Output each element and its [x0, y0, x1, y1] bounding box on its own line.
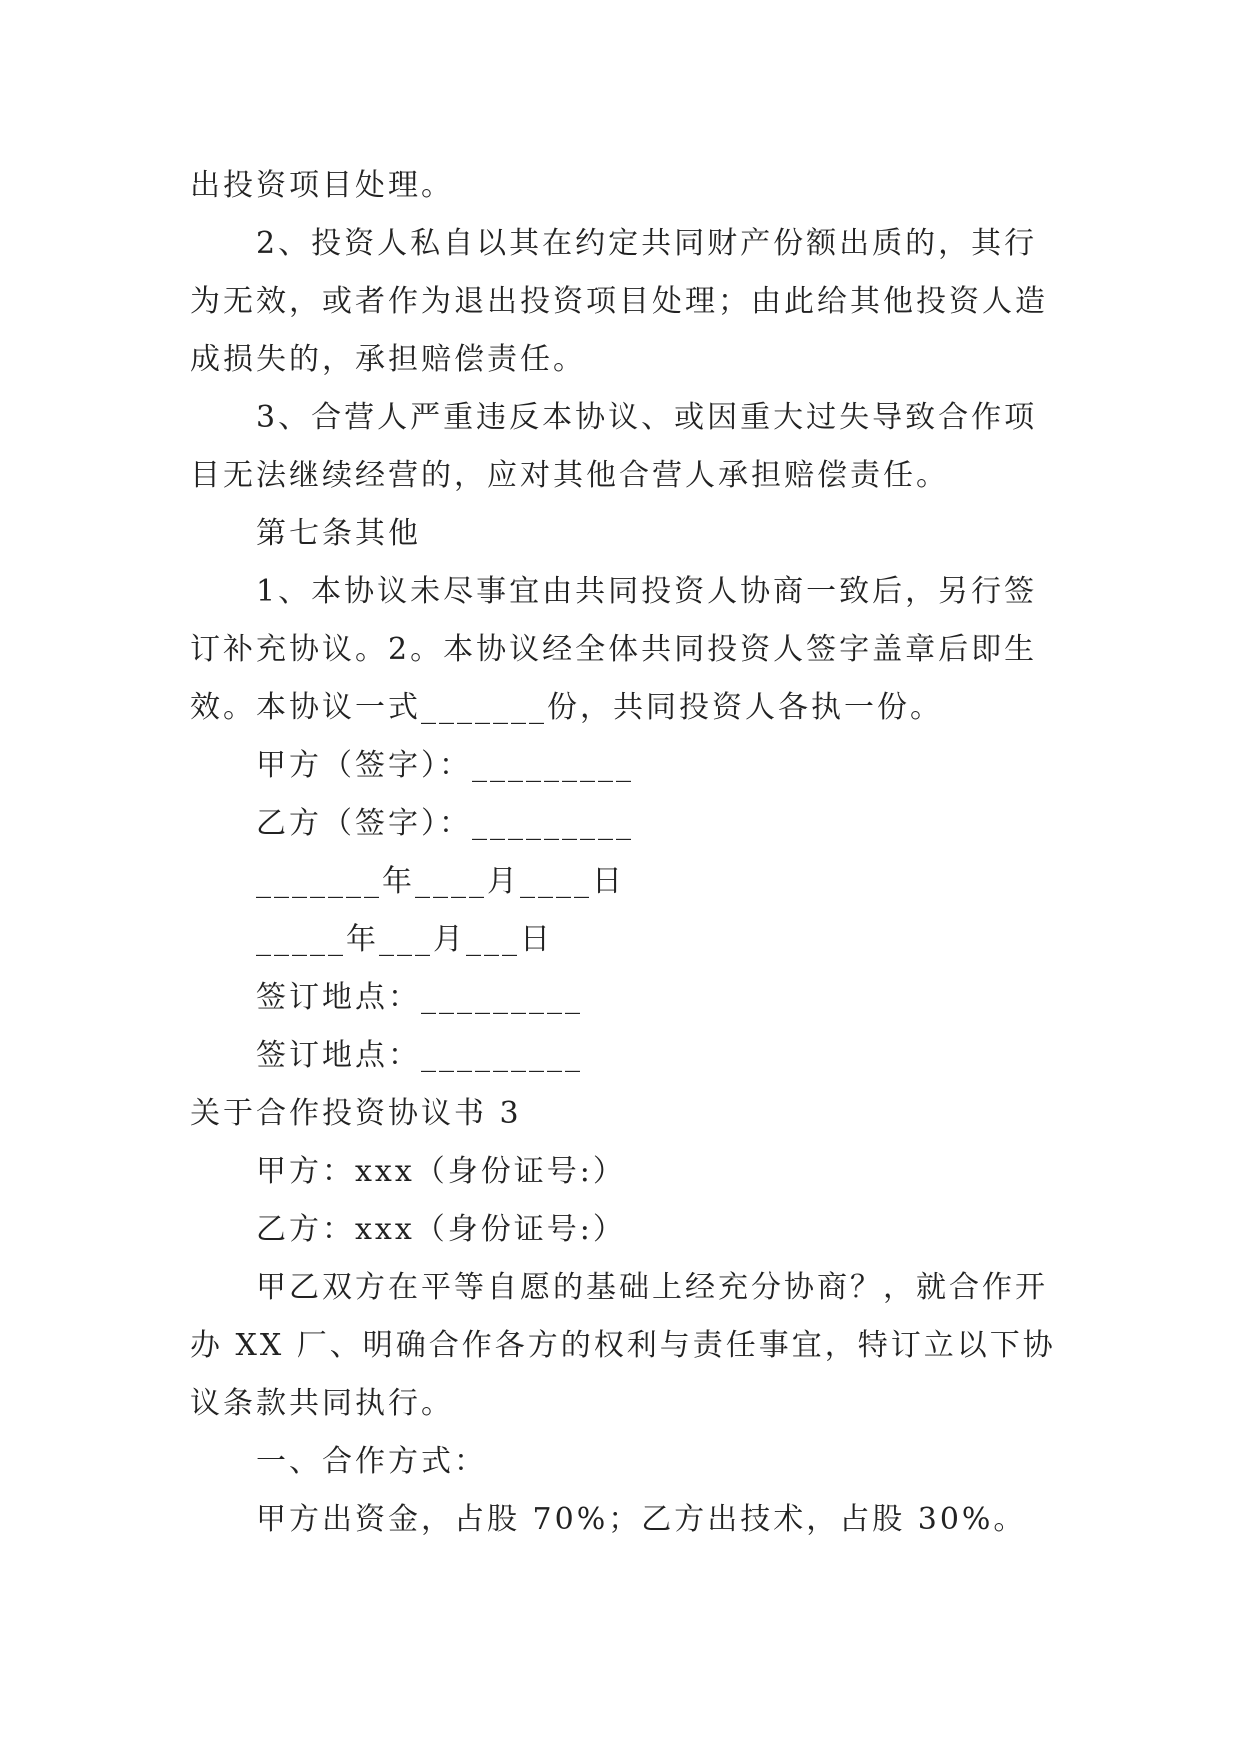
paragraph-line: 订补充协议。2。本协议经全体共同投资人签字盖章后即生 [190, 632, 1038, 667]
party-a-line: 甲方：xxx（身份证号:） [256, 1154, 626, 1189]
paragraph-line: 甲方出资金，占股 70%；乙方出技术，占股 30%。 [256, 1502, 1027, 1537]
paragraph-line: 成损失的，承担赔偿责任。 [190, 342, 586, 377]
paragraph-line: 议条款共同执行。 [190, 1386, 454, 1421]
paragraph-line: 2、投资人私自以其在约定共同财产份额出质的，其行 [256, 226, 1038, 261]
paragraph-line: 出投资项目处理。 [190, 168, 454, 203]
signing-place-line: 签订地点：_________ [256, 980, 583, 1015]
paragraph-line: 甲乙双方在平等自愿的基础上经充分协商？，就合作开 [256, 1270, 1048, 1305]
signature-line-party-a: 甲方（签字）：_________ [256, 748, 634, 783]
paragraph-line: 1、本协议未尽事宜由共同投资人协商一致后，另行签 [256, 574, 1038, 609]
signing-place-line: 签订地点：_________ [256, 1038, 583, 1073]
paragraph-line: 为无效，或者作为退出投资项目处理；由此给其他投资人造 [190, 284, 1048, 319]
document-title: 关于合作投资协议书 3 [190, 1096, 522, 1131]
section-heading: 第七条其他 [256, 516, 421, 551]
paragraph-line: 办 XX 厂、明确合作各方的权利与责任事宜，特订立以下协 [190, 1328, 1056, 1363]
signature-line-party-b: 乙方（签字）：_________ [256, 806, 634, 841]
paragraph-line: 3、合营人严重违反本协议、或因重大过失导致合作项 [256, 400, 1038, 435]
section-heading: 一、合作方式： [256, 1444, 487, 1479]
party-b-line: 乙方：xxx（身份证号:） [256, 1212, 626, 1247]
date-line: _______年____月____日 [256, 864, 625, 899]
paragraph-line: 效。本协议一式_______份，共同投资人各执一份。 [190, 690, 943, 725]
paragraph-line: 目无法继续经营的，应对其他合营人承担赔偿责任。 [190, 458, 949, 493]
date-line: _____年___月___日 [256, 922, 553, 957]
